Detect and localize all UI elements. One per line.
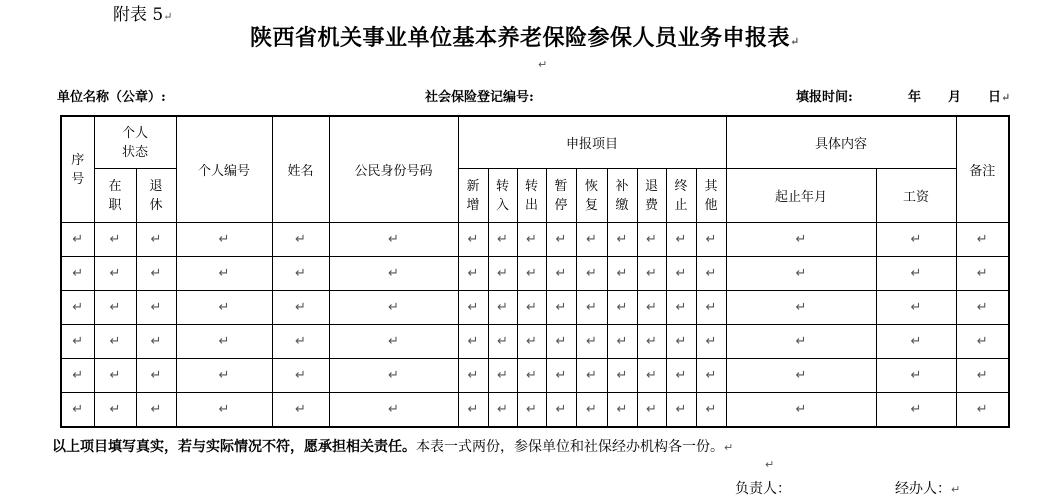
- name-header: 姓名: [272, 116, 329, 223]
- table-cell[interactable]: ↵: [726, 257, 876, 291]
- table-cell[interactable]: ↵: [637, 325, 666, 359]
- table-cell[interactable]: ↵: [94, 223, 136, 257]
- month-label: 月: [948, 90, 962, 105]
- table-cell[interactable]: ↵: [329, 325, 458, 359]
- table-cell[interactable]: ↵: [696, 393, 726, 428]
- table-cell[interactable]: ↵: [61, 359, 94, 393]
- table-cell[interactable]: ↵: [136, 223, 176, 257]
- item-header: 恢复: [576, 169, 607, 223]
- table-cell[interactable]: ↵: [696, 325, 726, 359]
- table-cell[interactable]: ↵: [637, 393, 666, 428]
- table-cell[interactable]: ↵: [726, 291, 876, 325]
- table-cell[interactable]: ↵: [546, 257, 576, 291]
- period-header: 起止年月: [726, 169, 876, 223]
- detail-group-header: 具体内容: [726, 116, 956, 169]
- table-cell[interactable]: ↵: [176, 393, 272, 428]
- table-cell[interactable]: ↵: [458, 257, 488, 291]
- table-cell[interactable]: ↵: [637, 291, 666, 325]
- table-cell[interactable]: ↵: [329, 257, 458, 291]
- table-cell[interactable]: ↵: [726, 359, 876, 393]
- table-cell[interactable]: ↵: [666, 291, 696, 325]
- unit-name-label: 单位名称（公章）:: [57, 90, 166, 105]
- wage-header: 工资: [876, 169, 956, 223]
- responsible-person-label: 负责人：: [735, 481, 791, 497]
- table-cell[interactable]: ↵: [726, 325, 876, 359]
- table-cell[interactable]: ↵: [272, 393, 329, 428]
- table-cell[interactable]: ↵: [488, 291, 517, 325]
- table-cell[interactable]: ↵: [726, 223, 876, 257]
- table-cell[interactable]: ↵: [546, 291, 576, 325]
- table-cell[interactable]: ↵: [876, 291, 956, 325]
- table-cell[interactable]: ↵: [956, 393, 1009, 428]
- table-cell[interactable]: ↵: [607, 291, 637, 325]
- paragraph-mark: ↵: [765, 458, 775, 471]
- declare-group-header: 申报项目: [458, 116, 726, 169]
- table-row: [61, 291, 1009, 325]
- table-cell[interactable]: ↵: [607, 393, 637, 428]
- item-header: 新增: [458, 169, 488, 223]
- table-cell[interactable]: ↵: [607, 257, 637, 291]
- table-cell[interactable]: ↵: [637, 257, 666, 291]
- table-cell[interactable]: ↵: [666, 223, 696, 257]
- table-cell[interactable]: ↵: [666, 359, 696, 393]
- table-row: [61, 359, 1009, 393]
- table-cell[interactable]: ↵: [176, 359, 272, 393]
- table-cell[interactable]: ↵: [458, 325, 488, 359]
- seq-header: 序号: [61, 116, 94, 223]
- table-cell[interactable]: ↵: [607, 325, 637, 359]
- table-cell[interactable]: ↵: [637, 359, 666, 393]
- table-cell[interactable]: ↵: [176, 325, 272, 359]
- item-header: 补缴: [607, 169, 637, 223]
- table-cell[interactable]: ↵: [488, 325, 517, 359]
- table-cell[interactable]: ↵: [61, 223, 94, 257]
- table-cell[interactable]: ↵: [576, 325, 607, 359]
- status-group-header: 个人状态: [94, 116, 176, 169]
- table-cell[interactable]: ↵: [517, 393, 546, 428]
- table-cell[interactable]: ↵: [329, 393, 458, 428]
- table-cell[interactable]: ↵: [956, 325, 1009, 359]
- table-cell[interactable]: ↵: [666, 393, 696, 428]
- table-row: [61, 257, 1009, 291]
- item-header: 转入: [488, 169, 517, 223]
- table-cell[interactable]: ↵: [637, 223, 666, 257]
- table-cell[interactable]: ↵: [94, 257, 136, 291]
- status-in-header: 在职: [94, 169, 136, 223]
- item-header: 暂停: [546, 169, 576, 223]
- table-cell[interactable]: ↵: [61, 325, 94, 359]
- table-cell[interactable]: ↵: [696, 257, 726, 291]
- table-cell[interactable]: ↵: [696, 291, 726, 325]
- table-cell[interactable]: ↵: [61, 257, 94, 291]
- paragraph-mark: ↵: [538, 58, 548, 71]
- table-cell[interactable]: ↵: [272, 257, 329, 291]
- table-cell[interactable]: ↵: [666, 257, 696, 291]
- table-cell[interactable]: ↵: [458, 393, 488, 428]
- table-cell[interactable]: ↵: [607, 223, 637, 257]
- table-cell[interactable]: ↵: [517, 223, 546, 257]
- table-cell[interactable]: ↵: [607, 359, 637, 393]
- table-cell[interactable]: ↵: [696, 223, 726, 257]
- personal-no-header: 个人编号: [176, 116, 272, 223]
- table-cell[interactable]: ↵: [726, 393, 876, 428]
- table-cell[interactable]: ↵: [272, 325, 329, 359]
- table-cell[interactable]: ↵: [272, 291, 329, 325]
- table-cell[interactable]: ↵: [576, 393, 607, 428]
- table-row: [61, 223, 1009, 257]
- appendix-label: 附表 5↵: [113, 5, 173, 25]
- table-cell[interactable]: ↵: [61, 393, 94, 428]
- table-cell[interactable]: ↵: [488, 393, 517, 428]
- table-cell[interactable]: ↵: [876, 359, 956, 393]
- day-label: 日↵: [988, 90, 1011, 105]
- table-cell[interactable]: ↵: [329, 291, 458, 325]
- registration-no-label: 社会保险登记编号:: [425, 90, 534, 105]
- table-cell[interactable]: ↵: [517, 257, 546, 291]
- table-cell[interactable]: ↵: [272, 359, 329, 393]
- table-cell[interactable]: ↵: [517, 325, 546, 359]
- table-cell[interactable]: ↵: [176, 257, 272, 291]
- page-title: 陕西省机关事业单位基本养老保险参保人员业务申报表↵: [250, 25, 800, 51]
- table-cell[interactable]: ↵: [546, 393, 576, 428]
- table-cell[interactable]: ↵: [458, 291, 488, 325]
- table-cell[interactable]: ↵: [517, 291, 546, 325]
- table-cell[interactable]: ↵: [136, 291, 176, 325]
- table-cell[interactable]: ↵: [488, 223, 517, 257]
- table-cell[interactable]: ↵: [458, 223, 488, 257]
- table-cell[interactable]: ↵: [329, 223, 458, 257]
- table-cell[interactable]: ↵: [136, 257, 176, 291]
- table-cell[interactable]: ↵: [696, 359, 726, 393]
- table-cell[interactable]: ↵: [876, 257, 956, 291]
- table-cell[interactable]: ↵: [176, 291, 272, 325]
- table-cell[interactable]: ↵: [488, 257, 517, 291]
- table-cell[interactable]: ↵: [61, 291, 94, 325]
- status-retired-header: 退休: [136, 169, 176, 223]
- declaration-table: [60, 115, 1010, 428]
- handler-label: 经办人：↵: [895, 481, 961, 497]
- table-cell[interactable]: ↵: [488, 359, 517, 393]
- table-cell[interactable]: ↵: [546, 223, 576, 257]
- table-cell[interactable]: ↵: [876, 393, 956, 428]
- table-row: [61, 393, 1009, 428]
- table-cell[interactable]: ↵: [176, 223, 272, 257]
- table-cell[interactable]: ↵: [329, 359, 458, 393]
- table-cell[interactable]: ↵: [136, 359, 176, 393]
- table-cell[interactable]: ↵: [136, 393, 176, 428]
- table-cell[interactable]: ↵: [956, 257, 1009, 291]
- footer-note: 以上项目填写真实，若与实际情况不符，愿承担相关责任。本表一式两份，参保单位和社保经办机构各一份。↵: [52, 439, 734, 455]
- table-cell[interactable]: ↵: [956, 291, 1009, 325]
- table-cell[interactable]: ↵: [546, 359, 576, 393]
- table-cell[interactable]: ↵: [876, 325, 956, 359]
- table-cell[interactable]: ↵: [576, 223, 607, 257]
- table-cell[interactable]: ↵: [546, 325, 576, 359]
- table-cell[interactable]: ↵: [956, 359, 1009, 393]
- item-header: 转出: [517, 169, 546, 223]
- id-no-header: 公民身份号码: [329, 116, 458, 223]
- item-header: 终止: [666, 169, 696, 223]
- table-cell[interactable]: ↵: [956, 223, 1009, 257]
- table-cell[interactable]: ↵: [576, 291, 607, 325]
- table-cell[interactable]: ↵: [666, 325, 696, 359]
- remark-header: 备注: [956, 116, 1009, 223]
- table-cell[interactable]: ↵: [94, 325, 136, 359]
- table-cell[interactable]: ↵: [94, 291, 136, 325]
- table-cell[interactable]: ↵: [136, 325, 176, 359]
- table-cell[interactable]: ↵: [576, 359, 607, 393]
- table-row: [61, 325, 1009, 359]
- table-cell[interactable]: ↵: [94, 393, 136, 428]
- item-header: 退费: [637, 169, 666, 223]
- table-cell[interactable]: ↵: [458, 359, 488, 393]
- table-cell[interactable]: ↵: [517, 359, 546, 393]
- table-cell[interactable]: ↵: [94, 359, 136, 393]
- table-cell[interactable]: ↵: [876, 223, 956, 257]
- fill-time-label: 填报时间:: [796, 90, 853, 105]
- year-label: 年: [908, 90, 922, 105]
- table-cell[interactable]: ↵: [576, 257, 607, 291]
- item-header: 其他: [696, 169, 726, 223]
- table-cell[interactable]: ↵: [272, 223, 329, 257]
